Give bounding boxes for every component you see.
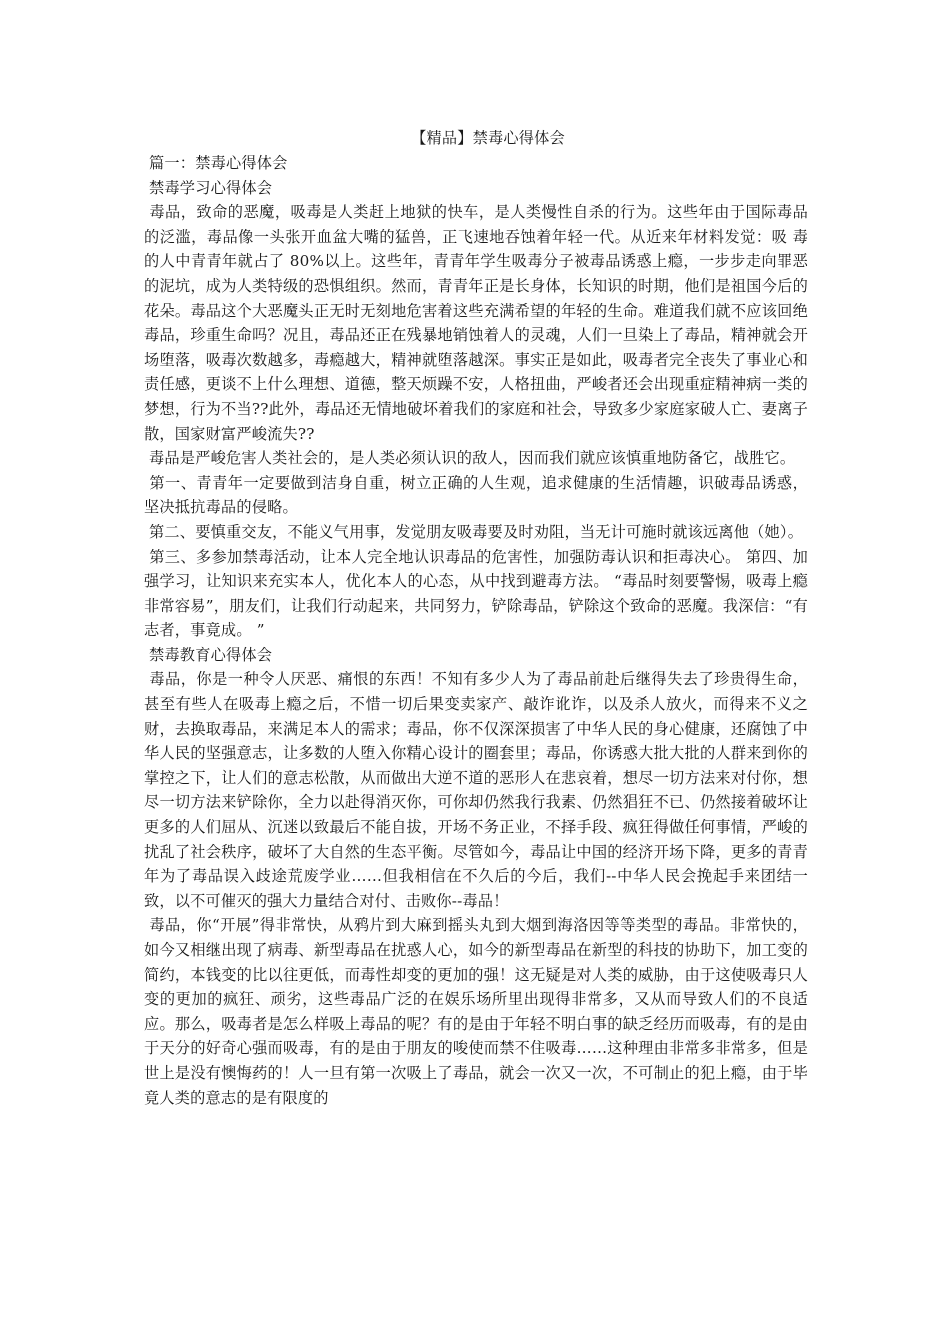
body-paragraph: 第三、多参加禁毒活动，让本人完全地认识毒品的危害性，加强防毒认识和拒毒决心。 第四、加强学习，让知识来充实本人，优化本人的心态，从中找到避毒方法。 “毒品时刻要警惕，吸毒上瘾非常容易”，朋友们，让我们行动起来，共同努力，铲除毒品，铲除这个致命的恶魔。我深信：“有志者，事竟成。 ”: [144, 547, 808, 640]
subsection-heading: 禁毒教育心得体会: [144, 645, 273, 664]
subsection-heading: 禁毒学习心得体会: [144, 178, 273, 197]
body-paragraph: 第一、青青年一定要做到洁身自重，树立正确的人生观，追求健康的生活情趣，识破毒品诱惑，坚决抵抗毒品的侵略。: [144, 473, 809, 517]
document-page: [144, 125, 808, 1110]
body-paragraph: 毒品，致命的恶魔，吸毒是人类赶上地狱的快车，是人类慢性自杀的行为。这些年由于国际毒品的泛滥，毒品像一头张开血盆大嘴的猛兽，正飞速地吞蚀着年轻一代。从近来年材料发觉：吸 毒的人中青青年就占了 80%以上。这些年，青青年学生吸毒分子被毒品诱惑上瘾，一步步走向罪恶的泥坑，成为人类特级的恐惧组织。然而，青青年正是长身体，长知识的时期，他们是祖国今后的花朵。毒品这个大恶魔头正无时无刻地危害着这些充满希望的年轻的生命。难道我们就不应该回绝毒品，珍重生命吗？况且，毒品还正在残暴地销蚀着人的灵魂，人们一旦染上了毒品，精神就会开场堕落，吸毒次数越多，毒瘾越大，精神就堕落越深。事实正是如此，吸毒者完全丧失了事业心和责任感，更谈不上什么理想、道德，整天烦躁不安，人格扭曲，严峻者还会出现重症精神病一类的梦想，行为不当??此外，毒品还无情地破坏着我们的家庭和社会，导致多少家庭家破人亡、妻离子散，国家财富严峻流失??: [144, 203, 809, 443]
section-heading: 篇一：禁毒心得体会: [144, 154, 288, 172]
body-paragraph: 第二、要慎重交友，不能义气用事，发觉朋友吸毒要及时劝阻，当无计可施时就该远离他（她）。: [144, 522, 804, 541]
body-paragraph: 毒品，你“开展”得非常快，从鸦片到大麻到摇头丸到大烟到海洛因等等类型的毒品。非常快的，如今又相继出现了病毒、新型毒品在扰惑人心，如今的新型毒品在新型的科技的协助下，加工变的简约，本钱变的比以往更低，而毒性却变的更加的强！这无疑是对人类的威胁，由于这使吸毒只人变的更加的疯狂、顽劣，这些毒品广泛的在娱乐场所里出现得非常多，又从而导致人们的不良适应。那么，吸毒者是怎么样吸上毒品的呢？有的是由于年轻不明白事的缺乏经历而吸毒，有的是由于天分的好奇心强而吸毒，有的是由于朋友的唆使而禁不住吸毒……这种理由非常多非常多，但是世上是没有懊悔药的！人一旦有第一次吸上了毒品，就会一次又一次，不可制止的犯上瘾，由于毕竟人类的意志的是有限度的: [144, 916, 808, 1107]
body-paragraph: 毒品，你是一种令人厌恶、痛恨的东西！不知有多少人为了毒品前赴后继得失去了珍贵得生命，甚至有些人在吸毒上瘾之后，不惜一切后果变卖家产、敲诈讹诈，以及杀人放火，而得来不义之财，去换取毒品，来满足本人的需求；毒品，你不仅深深损害了中华人民的身心健康，还腐蚀了中华人民的坚强意志，让多数的人堕入你精心设计的圈套里；毒品，你诱惑大批大批的人群来到你的掌控之下，让人们的意志松散，从而做出大逆不道的恶形人在悲哀着，想尽一切方法来对付你，想尽一切方法来铲除你，全力以赴得消灭你，可你却仍然我行我素、仍然猖狂不已、仍然接着破坏让更多的人们屈从、沉迷以致最后不能自拔，开场不务正业，不择手段、疯狂得做任何事情，严峻的扰乱了社会秩序，破坏了大自然的生态平衡。尽管如今，毒品让中国的经济开场下降，更多的青青年为了毒品误入歧途荒废学业……但我相信在不久后的今后，我们--中华人民会挽起手来团结一致，以不可催灭的强大力量结合对付、击败你--毒品！: [144, 670, 809, 910]
body-paragraph: 毒品是严峻危害人类社会的，是人类必须认识的敌人，因而我们就应该慎重地防备它，战胜它。: [144, 449, 796, 468]
document-title: 【精品】禁毒心得体会: [411, 129, 565, 147]
